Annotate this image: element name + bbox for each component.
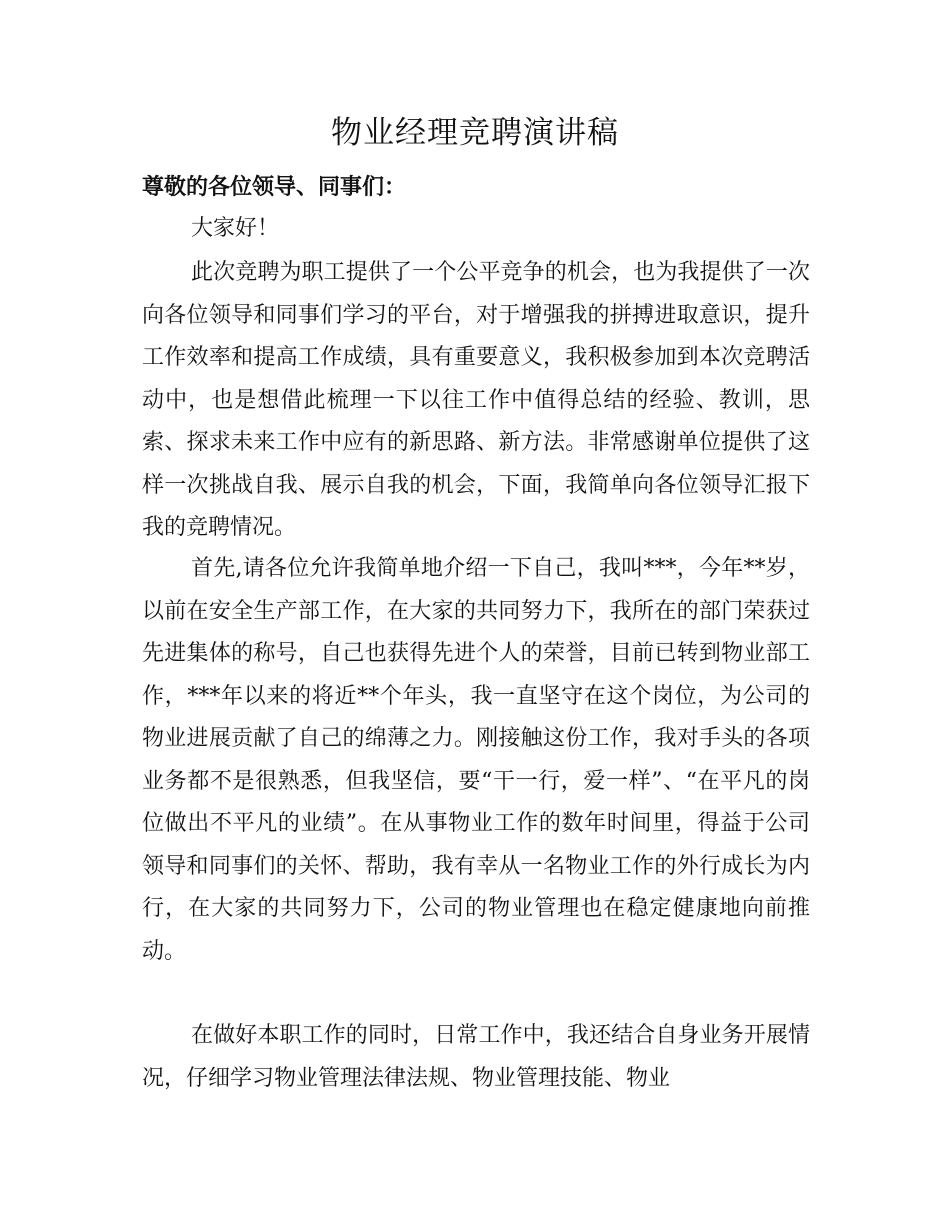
paragraph-intro: 此次竞聘为职工提供了一个公平竞争的机会，也为我提供了一次向各位领导和同事们学习的平台，对于增强我的拼搏进取意识，提升工作效率和提高工作成绩，具有重要意义，我积极参加到本次竞聘活动中，也是想借此梳理一下以往工作中值得总结的经验、教训，思索、探求未来工作中应有的新思路、新方法。非常感谢单位提供了这样一次挑战自我、展示自我的机会，下面，我简单向各位领导汇报下我的竞聘情况。 <box>142 260 810 540</box>
paragraph-study: 在做好本职工作的同时，日常工作中，我还结合自身业务开展情况，仔细学习物业管理法律法规、物业管理技能、物业 <box>142 1023 810 1091</box>
document-title: 物业经理竞聘演讲稿 <box>331 115 619 151</box>
salutation: 尊敬的各位领导、同事们： <box>142 175 407 200</box>
greeting: 大家好！ <box>191 216 280 241</box>
paragraph-self-introduction: 首先,请各位允许我简单地介绍一下自己，我叫***，今年**岁，以前在安全生产部工作，在大家的共同努力下，我所在的部门荣获过先进集体的称号，自己也获得先进个人的荣誉，目前已转到物业部工作，***年以来的将近**个年头，我一直坚守在这个岗位，为公司的物业进展贡献了自己的绵薄之力。刚接触这份工作，我对手头的各项业务都不是很熟悉，但我坚信，要“干一行，爱一样”、“在平凡的岗位做出不平凡的业绩”。在从事物业工作的数年时间里，得益于公司领导和同事们的关怀、帮助，我有幸从一名物业工作的外行成长为内行，在大家的共同努力下，公司的物业管理也在稳定健康地向前推动。 <box>142 556 810 964</box>
